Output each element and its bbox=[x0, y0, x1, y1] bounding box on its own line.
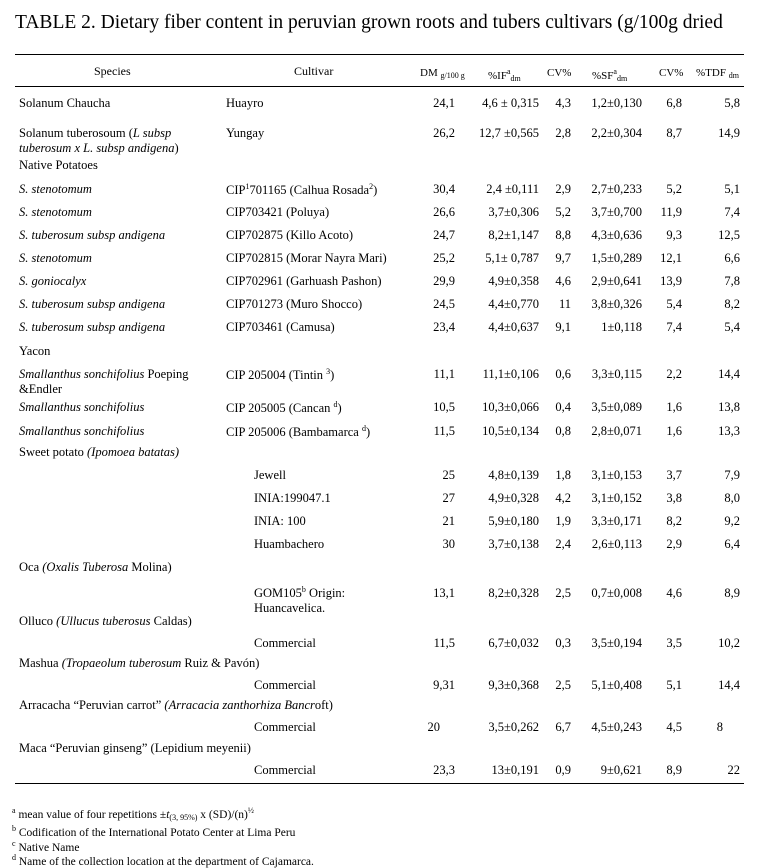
group-label: Native Potatoes bbox=[19, 158, 98, 172]
header-sf-sub: dm bbox=[616, 74, 628, 83]
group-part: oft) bbox=[314, 698, 333, 712]
dm-cell: 24,5 bbox=[433, 297, 455, 311]
cv1-cell: 2,5 bbox=[555, 678, 571, 692]
cv2-cell: 8,9 bbox=[666, 763, 682, 777]
cultivar-sup: 1 bbox=[245, 182, 250, 191]
species-cell: S. stenotomum bbox=[19, 205, 92, 219]
cv1-cell: 0,6 bbox=[555, 367, 571, 381]
sf-cell: 4,3±0,636 bbox=[591, 228, 642, 242]
if-cell: 4,6 ± 0,315 bbox=[482, 96, 539, 110]
sf-cell: 2,8±0,071 bbox=[591, 424, 642, 438]
footnote-text: mean value of four repetitions ± bbox=[15, 809, 167, 821]
sf-cell: 1±0,118 bbox=[601, 320, 642, 334]
header-tdf bbox=[696, 67, 739, 80]
dm-cell: 10,5 bbox=[433, 400, 455, 414]
header-tdf-label: %TDF bbox=[696, 67, 726, 79]
cv1-cell: 1,8 bbox=[555, 468, 571, 482]
cultivar-cell: Yungay bbox=[226, 126, 265, 140]
dm-cell: 11,5 bbox=[433, 424, 455, 438]
if-cell: 10,5±0,134 bbox=[482, 424, 539, 438]
header-cv2: CV% bbox=[659, 67, 684, 79]
species-cell: S. goniocalyx bbox=[19, 274, 87, 288]
species-authority: Poeping &Endler bbox=[19, 367, 189, 396]
cultivar-cell: CIP702961 (Garhuash Pashon) bbox=[226, 274, 382, 288]
cultivar-part: ) bbox=[330, 368, 335, 382]
tdf-cell: 5,1 bbox=[724, 182, 740, 196]
header-species: Species bbox=[94, 64, 131, 78]
dm-cell: 30,4 bbox=[433, 182, 455, 196]
group-label bbox=[19, 560, 172, 575]
dm-cell: 20 bbox=[427, 720, 440, 734]
cv1-cell: 9,1 bbox=[555, 320, 571, 334]
dm-cell: 24,1 bbox=[433, 96, 455, 110]
cv1-cell: 0,3 bbox=[555, 636, 571, 650]
footnote-text: x (SD)/(n) bbox=[197, 809, 248, 821]
cv2-cell: 4,5 bbox=[666, 720, 682, 734]
cv1-cell: 5,2 bbox=[555, 205, 571, 219]
cv1-cell: 2,8 bbox=[555, 126, 571, 140]
tdf-cell: 7,9 bbox=[724, 468, 740, 482]
cultivar-cell: Commercial bbox=[254, 678, 316, 692]
cv1-cell: 8,8 bbox=[555, 228, 571, 242]
cv2-cell: 3,8 bbox=[666, 491, 682, 505]
cultivar-part: CIP 205005 (Cancan bbox=[226, 401, 334, 415]
species-part: Smallanthus sonchifolius bbox=[19, 367, 145, 381]
sf-cell: 2,2±0,304 bbox=[591, 126, 642, 140]
cv2-cell: 6,8 bbox=[666, 96, 682, 110]
if-cell: 10,3±0,066 bbox=[482, 400, 539, 414]
if-cell: 3,7±0,138 bbox=[488, 537, 539, 551]
sf-cell: 2,6±0,113 bbox=[591, 537, 642, 551]
table-bottom-rule bbox=[15, 783, 744, 784]
cultivar-part: CIP 205004 (Tintin bbox=[226, 368, 327, 382]
header-sf-label: %SF bbox=[592, 70, 614, 82]
cultivar-cell: Commercial bbox=[254, 720, 316, 734]
if-cell: 11,1±0,106 bbox=[482, 367, 539, 381]
if-cell: 3,7±0,306 bbox=[488, 205, 539, 219]
cultivar-cell bbox=[226, 367, 334, 383]
cultivar-cell: INIA:199047.1 bbox=[254, 491, 331, 505]
species-subspecies: L subsp tuberosum x L. subsp andigena bbox=[19, 126, 175, 155]
if-cell: 4,4±0,637 bbox=[488, 320, 539, 334]
sf-cell: 5,1±0,408 bbox=[591, 678, 642, 692]
sf-cell: 3,3±0,115 bbox=[591, 367, 642, 381]
group-part: Mashua bbox=[19, 656, 62, 670]
footnote-text: Name of the collection location at the department of Cajamarca. bbox=[16, 856, 314, 868]
cultivar-sup: b bbox=[301, 585, 306, 594]
cv1-cell: 11 bbox=[558, 297, 571, 311]
footnote-a bbox=[12, 806, 254, 822]
footnote-d bbox=[12, 853, 314, 868]
if-cell: 4,9±0,328 bbox=[488, 491, 539, 505]
tdf-cell: 8,9 bbox=[724, 586, 740, 600]
dm-cell: 27 bbox=[442, 491, 455, 505]
cultivar-sup: 2 bbox=[369, 182, 374, 191]
cultivar-cell: Commercial bbox=[254, 636, 316, 650]
cultivar-cell: CIP702875 (Killo Acoto) bbox=[226, 228, 354, 242]
group-authority: Molina) bbox=[128, 560, 172, 574]
tdf-cell: 6,6 bbox=[724, 251, 740, 265]
cultivar-cell bbox=[226, 182, 377, 198]
group-authority: Caldas) bbox=[150, 614, 192, 628]
if-cell: 9,3±0,368 bbox=[488, 678, 539, 692]
cv2-cell: 5,1 bbox=[666, 678, 682, 692]
cv1-cell: 6,7 bbox=[555, 720, 571, 734]
if-cell: 5,1± 0,787 bbox=[485, 251, 539, 265]
dm-cell: 11,5 bbox=[433, 636, 455, 650]
species-part: Solanum tuberosoum ( bbox=[19, 126, 133, 140]
footnote-mark: a bbox=[12, 806, 16, 815]
sf-cell: 3,5±0,089 bbox=[591, 400, 642, 414]
species-cell: S. stenotomum bbox=[19, 251, 92, 265]
cv2-cell: 8,7 bbox=[666, 126, 682, 140]
sf-cell: 2,9±0,641 bbox=[591, 274, 642, 288]
footnote-b bbox=[12, 824, 295, 839]
sf-cell: 1,2±0,130 bbox=[591, 96, 642, 110]
cultivar-cell: CIP701273 (Muro Shocco) bbox=[226, 297, 363, 311]
dm-cell: 23,3 bbox=[433, 763, 455, 777]
header-if-sup: a bbox=[506, 67, 511, 76]
sf-cell: 3,1±0,153 bbox=[591, 468, 642, 482]
cultivar-cell: Commercial bbox=[254, 763, 316, 777]
cultivar-cell bbox=[226, 400, 342, 416]
table-title: TABLE 2. Dietary fiber content in peruvian grown roots and tubers cultivars (g/100g dried bbox=[15, 12, 723, 33]
cv2-cell: 11,9 bbox=[660, 205, 682, 219]
species-cell: Smallanthus sonchifolius bbox=[19, 400, 145, 414]
cv1-cell: 0,9 bbox=[555, 763, 571, 777]
sf-cell: 3,3±0,171 bbox=[591, 514, 642, 528]
cv2-cell: 3,5 bbox=[666, 636, 682, 650]
sf-cell: 3,1±0,152 bbox=[591, 491, 642, 505]
cv2-cell: 12,1 bbox=[660, 251, 682, 265]
species-cell bbox=[19, 126, 219, 155]
tdf-cell: 7,8 bbox=[724, 274, 740, 288]
dm-cell: 25 bbox=[442, 468, 455, 482]
group-scientific: (Oxalis Tuberosa bbox=[42, 560, 129, 574]
dm-cell: 26,2 bbox=[433, 126, 455, 140]
species-cell: Solanum Chaucha bbox=[19, 96, 111, 110]
tdf-cell: 13,3 bbox=[718, 424, 740, 438]
cv1-cell: 0,4 bbox=[555, 400, 571, 414]
cultivar-cell: CIP702815 (Morar Nayra Mari) bbox=[226, 251, 387, 265]
cv1-cell: 4,6 bbox=[555, 274, 571, 288]
footnote-mark: d bbox=[12, 853, 16, 862]
cv2-cell: 4,6 bbox=[666, 586, 682, 600]
tdf-cell: 13,8 bbox=[718, 400, 740, 414]
header-tdf-sub: dm bbox=[728, 71, 739, 80]
cultivar-part: GOM105 bbox=[254, 586, 302, 600]
cv2-cell: 5,2 bbox=[666, 182, 682, 196]
group-label: Yacon bbox=[19, 344, 51, 358]
footnote-mark: b bbox=[12, 824, 16, 833]
cv1-cell: 4,2 bbox=[555, 491, 571, 505]
tdf-cell: 8 bbox=[716, 720, 723, 734]
sf-cell: 2,7±0,233 bbox=[591, 182, 642, 196]
sf-cell: 3,8±0,326 bbox=[591, 297, 642, 311]
group-part: Olluco bbox=[19, 614, 57, 628]
tdf-cell: 14,4 bbox=[718, 367, 740, 381]
footnote-sup: ½ bbox=[247, 806, 254, 815]
if-cell: 4,4±0,770 bbox=[488, 297, 539, 311]
cv2-cell: 3,7 bbox=[666, 468, 682, 482]
group-scientific: (Ipomoea batatas) bbox=[87, 445, 180, 459]
cultivar-cell bbox=[254, 583, 345, 615]
cultivar-cell: CIP703421 (Poluya) bbox=[226, 205, 330, 219]
dm-cell: 21 bbox=[442, 514, 455, 528]
if-cell: 13±0,191 bbox=[491, 763, 539, 777]
if-cell: 12,7 ±0,565 bbox=[479, 126, 539, 140]
header-dm bbox=[420, 67, 465, 80]
if-cell: 8,2±0,328 bbox=[488, 586, 539, 600]
cv1-cell: 0,8 bbox=[555, 424, 571, 438]
cultivar-part: ) bbox=[365, 425, 371, 439]
if-cell: 8,2±1,147 bbox=[488, 228, 539, 242]
header-cv1: CV% bbox=[547, 67, 572, 79]
tdf-cell: 14,9 bbox=[718, 126, 740, 140]
tdf-cell: 7,4 bbox=[724, 205, 740, 219]
header-if-label: %IF bbox=[488, 70, 507, 82]
if-cell: 3,5±0,262 bbox=[488, 720, 539, 734]
dm-cell: 30 bbox=[442, 537, 455, 551]
dm-cell: 13,1 bbox=[433, 586, 455, 600]
sf-cell: 0,7±0,008 bbox=[591, 586, 642, 600]
header-sf bbox=[592, 67, 627, 83]
sf-cell: 3,7±0,700 bbox=[591, 205, 642, 219]
cultivar-cell bbox=[226, 424, 370, 440]
cv2-cell: 5,4 bbox=[666, 297, 682, 311]
cultivar-cell: Huambachero bbox=[254, 537, 325, 551]
cultivar-part: Origin: bbox=[305, 586, 346, 600]
cultivar-part: CIP bbox=[226, 183, 246, 197]
species-cell: Smallanthus sonchifolius bbox=[19, 424, 145, 438]
header-dm-sub: g/100 g bbox=[440, 71, 465, 80]
group-scientific: (Ullucus tuberosus bbox=[56, 614, 151, 628]
species-cell: S. tuberosum subsp andigena bbox=[19, 320, 166, 334]
species-cell: S. stenotomum bbox=[19, 182, 92, 196]
cv2-cell: 9,3 bbox=[666, 228, 682, 242]
tdf-cell: 12,5 bbox=[718, 228, 740, 242]
tdf-cell: 9,2 bbox=[724, 514, 740, 528]
group-label bbox=[19, 698, 333, 713]
group-authority: Ruiz & Pavón) bbox=[181, 656, 260, 670]
tdf-cell: 5,4 bbox=[724, 320, 740, 334]
group-part: Oca bbox=[19, 560, 43, 574]
cv1-cell: 4,3 bbox=[555, 96, 571, 110]
group-scientific: (Arracacia zanthorhiza Bancr bbox=[164, 698, 315, 712]
cv2-cell: 1,6 bbox=[666, 400, 682, 414]
cultivar-cell: Jewell bbox=[254, 468, 286, 482]
footnote-text: Native Name bbox=[15, 842, 80, 854]
if-cell: 2,4 ±0,111 bbox=[486, 182, 539, 196]
species-cell bbox=[19, 367, 219, 396]
cv2-cell: 13,9 bbox=[660, 274, 682, 288]
tdf-cell: 5,8 bbox=[724, 96, 740, 110]
cultivar-origin: Huancavelica. bbox=[254, 600, 326, 615]
table-header-rule bbox=[15, 86, 744, 87]
if-cell: 6,7±0,032 bbox=[488, 636, 539, 650]
cultivar-cell: Huayro bbox=[226, 96, 264, 110]
table-top-rule bbox=[15, 54, 744, 55]
cultivar-part: CIP 205006 (Bambamarca bbox=[226, 425, 362, 439]
cv2-cell: 8,2 bbox=[666, 514, 682, 528]
group-label bbox=[19, 656, 259, 671]
cv2-cell: 7,4 bbox=[666, 320, 682, 334]
species-cell: S. tuberosum subsp andigena bbox=[19, 228, 166, 242]
tdf-cell: 6,4 bbox=[724, 537, 740, 551]
sf-cell: 4,5±0,243 bbox=[591, 720, 642, 734]
cultivar-cell: INIA: 100 bbox=[254, 514, 306, 528]
header-cultivar: Cultivar bbox=[294, 64, 334, 78]
cultivar-part: 701165 (Calhua Rosada bbox=[249, 183, 370, 197]
cv1-cell: 1,9 bbox=[555, 514, 571, 528]
if-cell: 5,9±0,180 bbox=[488, 514, 539, 528]
if-cell: 4,9±0,358 bbox=[488, 274, 539, 288]
dm-cell: 9,31 bbox=[433, 678, 455, 692]
group-label bbox=[19, 614, 192, 629]
cultivar-sup: d bbox=[361, 424, 366, 433]
dm-cell: 25,2 bbox=[433, 251, 455, 265]
header-dm-label: DM bbox=[420, 67, 438, 79]
footnote-text: Codification of the International Potato Center at Lima Peru bbox=[16, 827, 296, 839]
cv1-cell: 2,4 bbox=[555, 537, 571, 551]
species-part: ) bbox=[174, 140, 179, 155]
tdf-cell: 8,2 bbox=[724, 297, 740, 311]
tdf-cell: 14,4 bbox=[718, 678, 740, 692]
dm-cell: 11,1 bbox=[433, 367, 455, 381]
group-scientific: (Tropaeolum tuberosum bbox=[61, 656, 182, 670]
dm-cell: 24,7 bbox=[433, 228, 455, 242]
sf-cell: 1,5±0,289 bbox=[591, 251, 642, 265]
group-label bbox=[19, 445, 179, 460]
header-if bbox=[488, 67, 521, 83]
cv2-cell: 2,9 bbox=[666, 537, 682, 551]
if-cell: 4,8±0,139 bbox=[488, 468, 539, 482]
cv1-cell: 9,7 bbox=[555, 251, 571, 265]
cultivar-sup: 3 bbox=[326, 367, 331, 376]
footnote-t-sub: (3, 95%) bbox=[169, 813, 198, 822]
footnote-mark: c bbox=[12, 839, 16, 848]
tdf-cell: 10,2 bbox=[718, 636, 740, 650]
sf-cell: 9±0,621 bbox=[600, 763, 642, 777]
cultivar-part: ) bbox=[337, 401, 342, 415]
header-if-sub: dm bbox=[510, 74, 521, 83]
footnote-t: t bbox=[166, 809, 170, 821]
cultivar-sup: d bbox=[333, 400, 338, 409]
cv2-cell: 2,2 bbox=[666, 367, 682, 381]
tdf-cell: 22 bbox=[727, 763, 740, 777]
group-label: Maca “Peruvian ginseng” (Lepidium meyenii) bbox=[19, 741, 251, 755]
dm-cell: 26,6 bbox=[433, 205, 455, 219]
sf-cell: 3,5±0,194 bbox=[591, 636, 642, 650]
cv1-cell: 2,5 bbox=[555, 586, 571, 600]
group-part: Arracacha “Peruvian carrot” bbox=[19, 698, 165, 712]
group-part: Sweet potato bbox=[19, 445, 88, 459]
footnote-c bbox=[12, 839, 79, 854]
dm-cell: 23,4 bbox=[433, 320, 455, 334]
cultivar-cell: CIP703461 (Camusa) bbox=[226, 320, 335, 334]
tdf-cell: 8,0 bbox=[724, 491, 740, 505]
cv1-cell: 2,9 bbox=[555, 182, 571, 196]
dm-cell: 29,9 bbox=[433, 274, 455, 288]
species-cell: S. tuberosum subsp andigena bbox=[19, 297, 166, 311]
header-sf-sup: a bbox=[613, 67, 617, 76]
cultivar-part: ) bbox=[373, 183, 378, 197]
cv2-cell: 1,6 bbox=[666, 424, 682, 438]
